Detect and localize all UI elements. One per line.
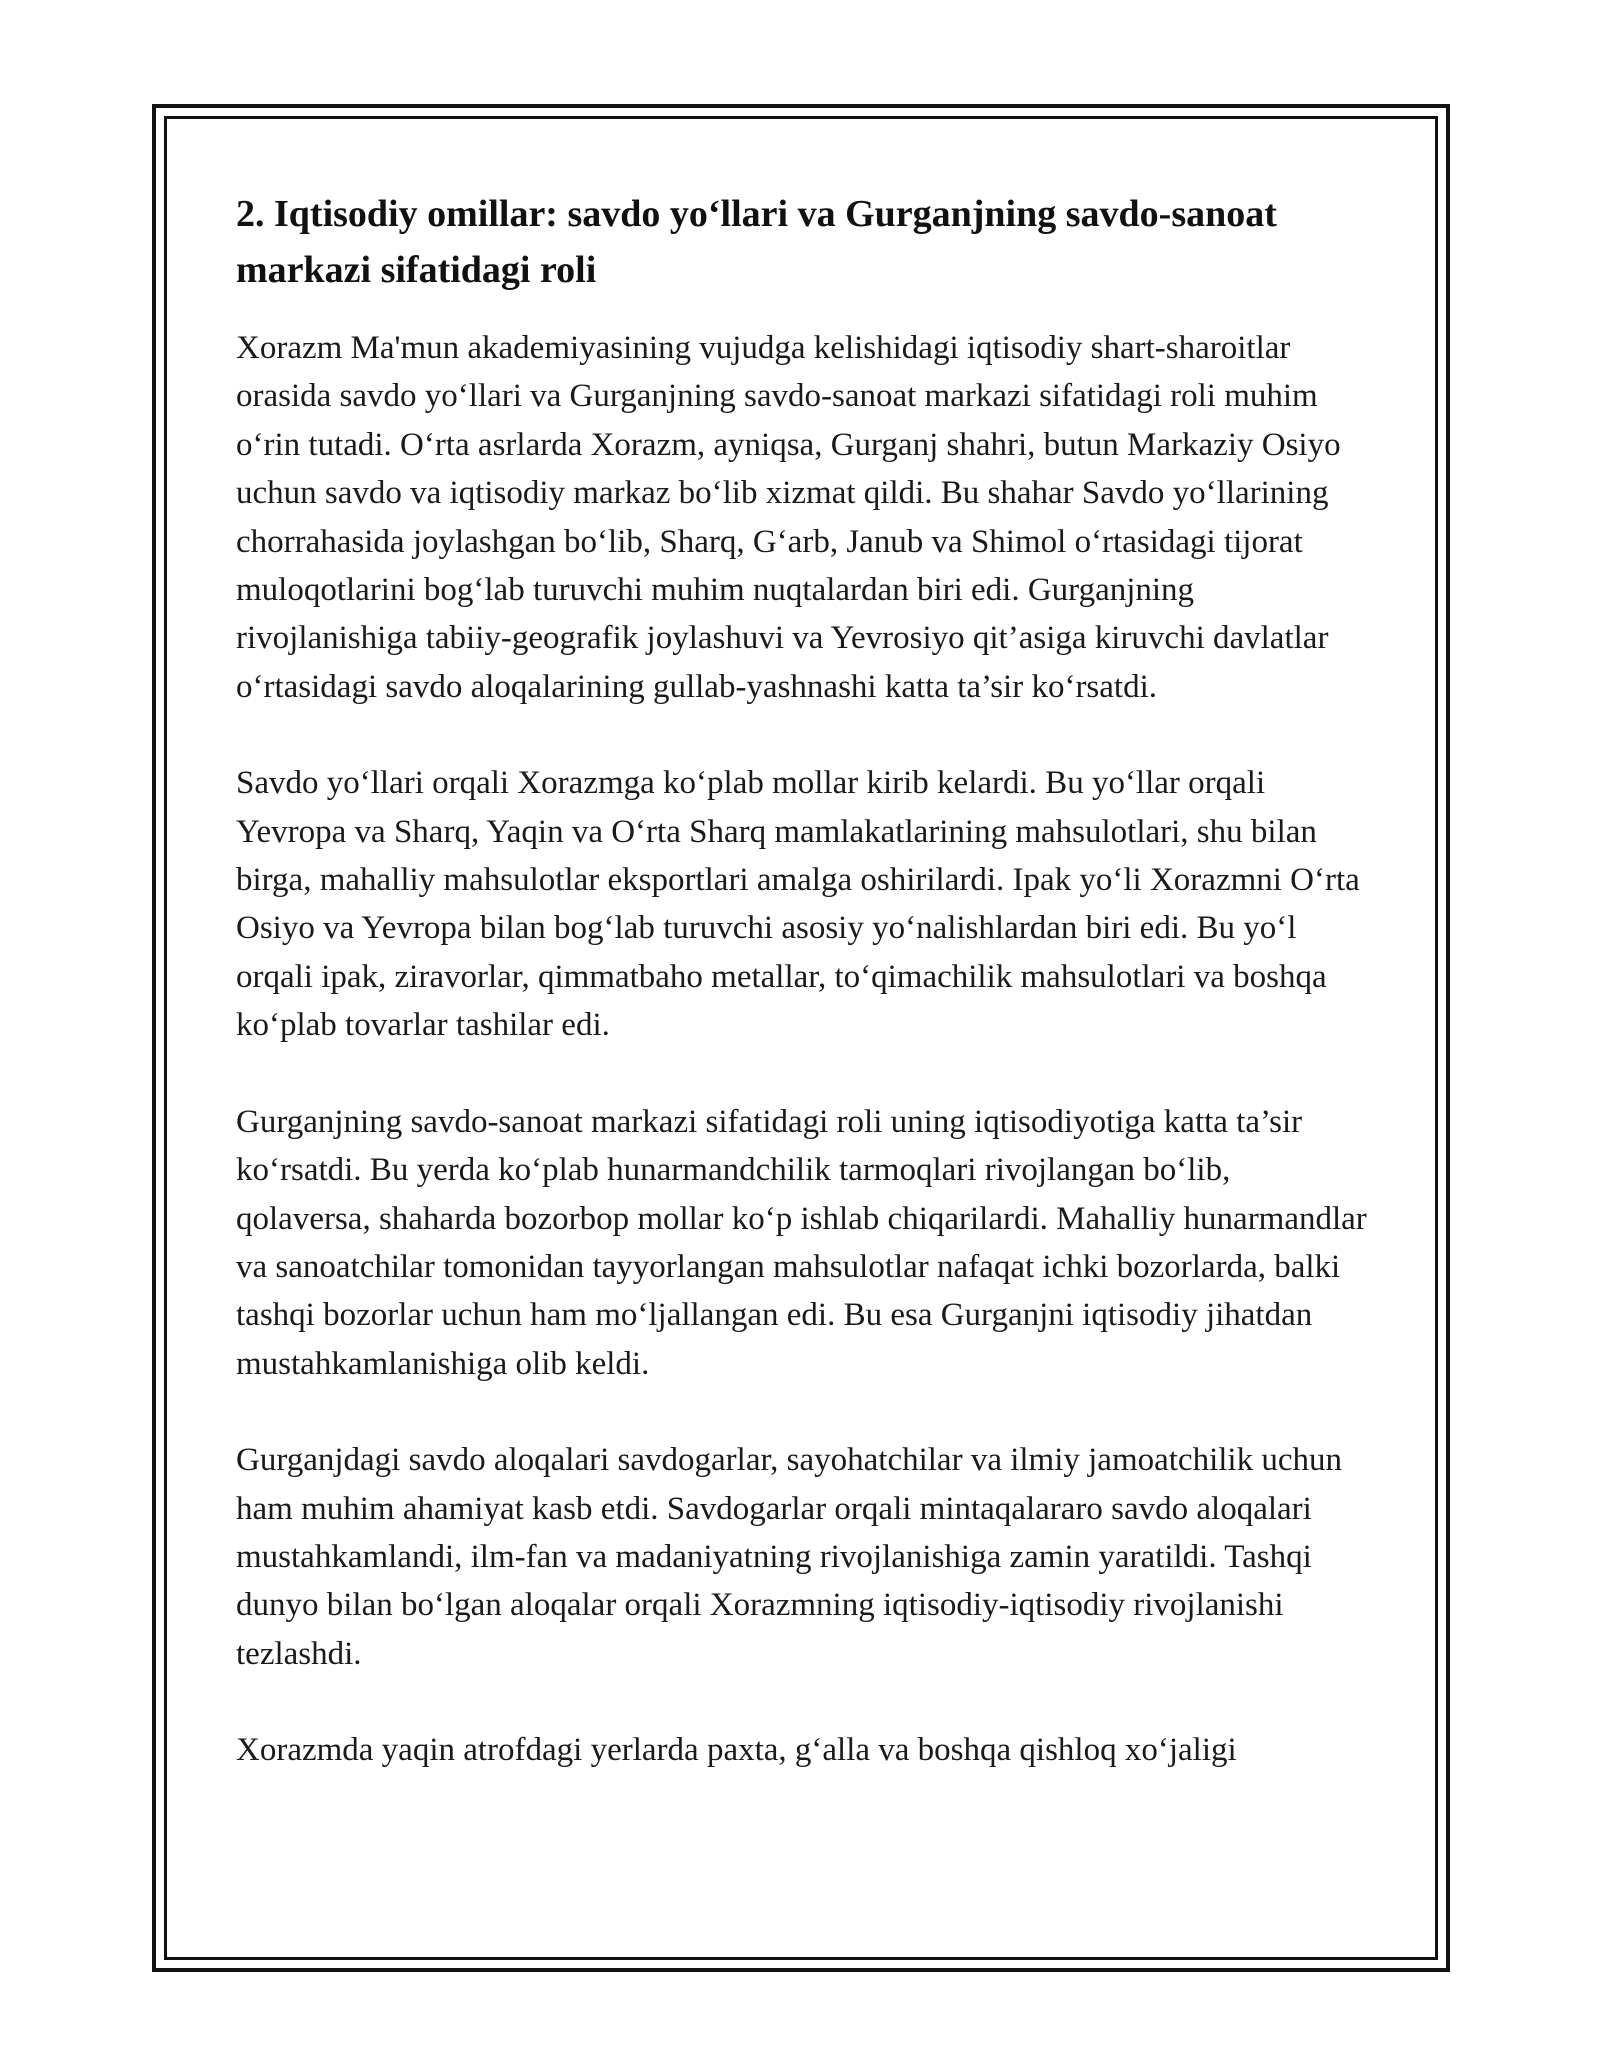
paragraph-4: Gurganjdagi savdo aloqalari savdogarlar, sayohatchilar va ilmiy jamoatchilik uchun ham muhim ahamiyat kasb etdi. Savdogarlar orqali mintaqalararo savdo aloqalari mustahkamlandi, ilm-fan va madaniyatning rivojlanishiga zamin yaratildi. Tashqi dunyo bilan bo‘lgan aloqalar orqali Xorazmning iqtisodiy-iqtisodiy rivojlanishi tezlashdi. (236, 1442, 1342, 1672)
paragraph-1: Xorazm Ma'mun akademiyasining vujudga kelishidagi iqtisodiy shart-sharoitlar orasida savdo yo‘llari va Gurganjning savdo-sanoat markazi sifatidagi roli muhim o‘rin tutadi. O‘rta asrlarda Xorazm, ayniqsa, Gurganj shahri, butun Markaziy Osiyo uchun savdo va iqtisodiy markaz bo‘lib xizmat qildi. Bu shahar Savdo yo‘llarining chorrahasida joylashgan bo‘lib, Sharq, G‘arb, Janub va Shimol o‘rtasidagi tijorat muloqotlarini bog‘lab turuvchi muhim nuqtalardan biri edi. Gurganjning rivojlanishiga tabiiy-geografik joylashuvi va Yevrosiyo qit’asiga kiruvchi davlatlar o‘rtasidagi savdo aloqalarining gullab-yashnashi katta ta’sir ko‘rsatdi. (236, 330, 1341, 705)
document-body (236, 186, 1370, 1775)
paragraph-2: Savdo yo‘llari orqali Xorazmga ko‘plab mollar kirib kelardi. Bu yo‘llar orqali Yevropa va Sharq, Yaqin va O‘rta Sharq mamlakatlarining mahsulotlari, shu bilan birga, mahalliy mahsulotlar eksportlari amalga oshirilardi. Ipak yo‘li Xorazmni O‘rta Osiyo va Yevropa bilan bog‘lab turuvchi asosiy yo‘nalishlardan biri edi. Bu yo‘l orqali ipak, ziravorlar, qimmatbaho metallar, to‘qimachilik mahsulotlari va boshqa ko‘plab tovarlar tashilar edi. (236, 765, 1360, 1044)
section-title: 2. Iqtisodiy omillar: savdo yo‘llari va Gurganjning savdo-sanoat markazi sifatidagi roli (236, 193, 1277, 291)
paragraph-3: Gurganjning savdo-sanoat markazi sifatidagi roli uning iqtisodiyotiga katta ta’sir ko‘rsatdi. Bu yerda ko‘plab hunarmandchilik tarmoqlari rivojlangan bo‘lib, qolaversa, shaharda bozorbop mollar ko‘p ishlab chiqarilardi. Mahalliy hunarmandlar va sanoatchilar tomonidan tayyorlangan mahsulotlar nafaqat ichki bozorlarda, balki tashqi bozorlar uchun ham mo‘ljallangan edi. Bu esa Gurganjni iqtisodiy jihatdan mustahkamlanishiga olib keldi. (236, 1103, 1367, 1382)
paragraph-5: Xorazmda yaqin atrofdagi yerlarda paxta, g‘alla va boshqa qishloq xo‘jaligi (236, 1732, 1237, 1769)
